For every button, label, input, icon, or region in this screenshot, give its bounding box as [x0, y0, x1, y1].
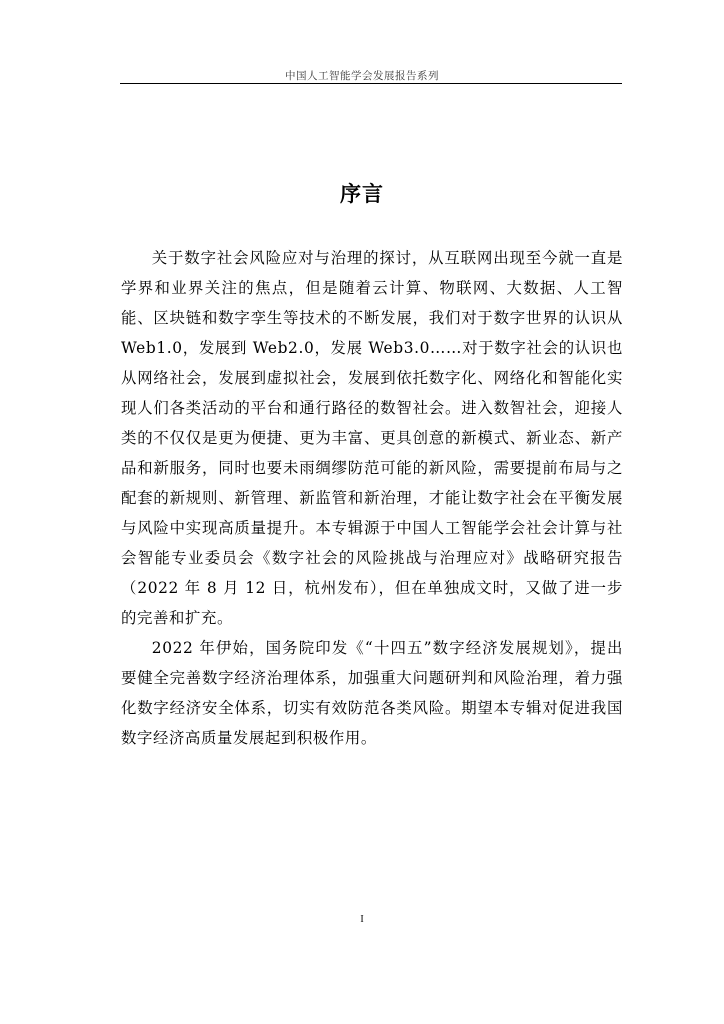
running-header: 中国人工智能学会发展报告系列	[285, 70, 439, 82]
page-title: 序言	[340, 182, 384, 206]
body-text	[121, 243, 623, 753]
header-rule	[120, 83, 622, 84]
paragraph-1: 关于数字社会风险应对与治理的探讨，从互联网出现至今就一直是学界和业界关注的焦点，但是随着云计算、物联网、大数据、人工智能、区块链和数字孪生等技术的不断发展，我们对于数字世界的认识从 Web1.0，发展到 Web2.0，发展 Web3.0……对于数字社会的认识也从网络社会，发展到虚拟社会，发展到依托数字化、网络化和智能化实现人们各类活动的平台和通行路径的数智社会。进入数智社会，迎接人类的不仅仅是更为便捷、更为丰富、更具创意的新模式、新业态、新产品和新服务，同时也要未雨绸缪防范可能的新风险，需要提前布局与之配套的新规则、新管理、新监管和新治理，才能让数字社会在平衡发展与风险中实现高质量提升。本专辑源于中国人工智能学会社会计算与社会智能专业委员会《数字社会的风险挑战与治理应对》战略研究报告（2022 年 8 月 12 日，杭州发布），但在单独成文时，又做了进一步的完善和扩充。	[121, 249, 623, 627]
paragraph-2: 2022 年伊始，国务院印发《“十四五”数字经济发展规划》，提出要健全完善数字经济治理体系，加强重大问题研判和风险治理，着力强化数字经济安全体系，切实有效防范各类风险。期望本专辑对促进我国数字经济高质量发展起到积极作用。	[121, 639, 623, 747]
page-number: I	[360, 914, 364, 925]
